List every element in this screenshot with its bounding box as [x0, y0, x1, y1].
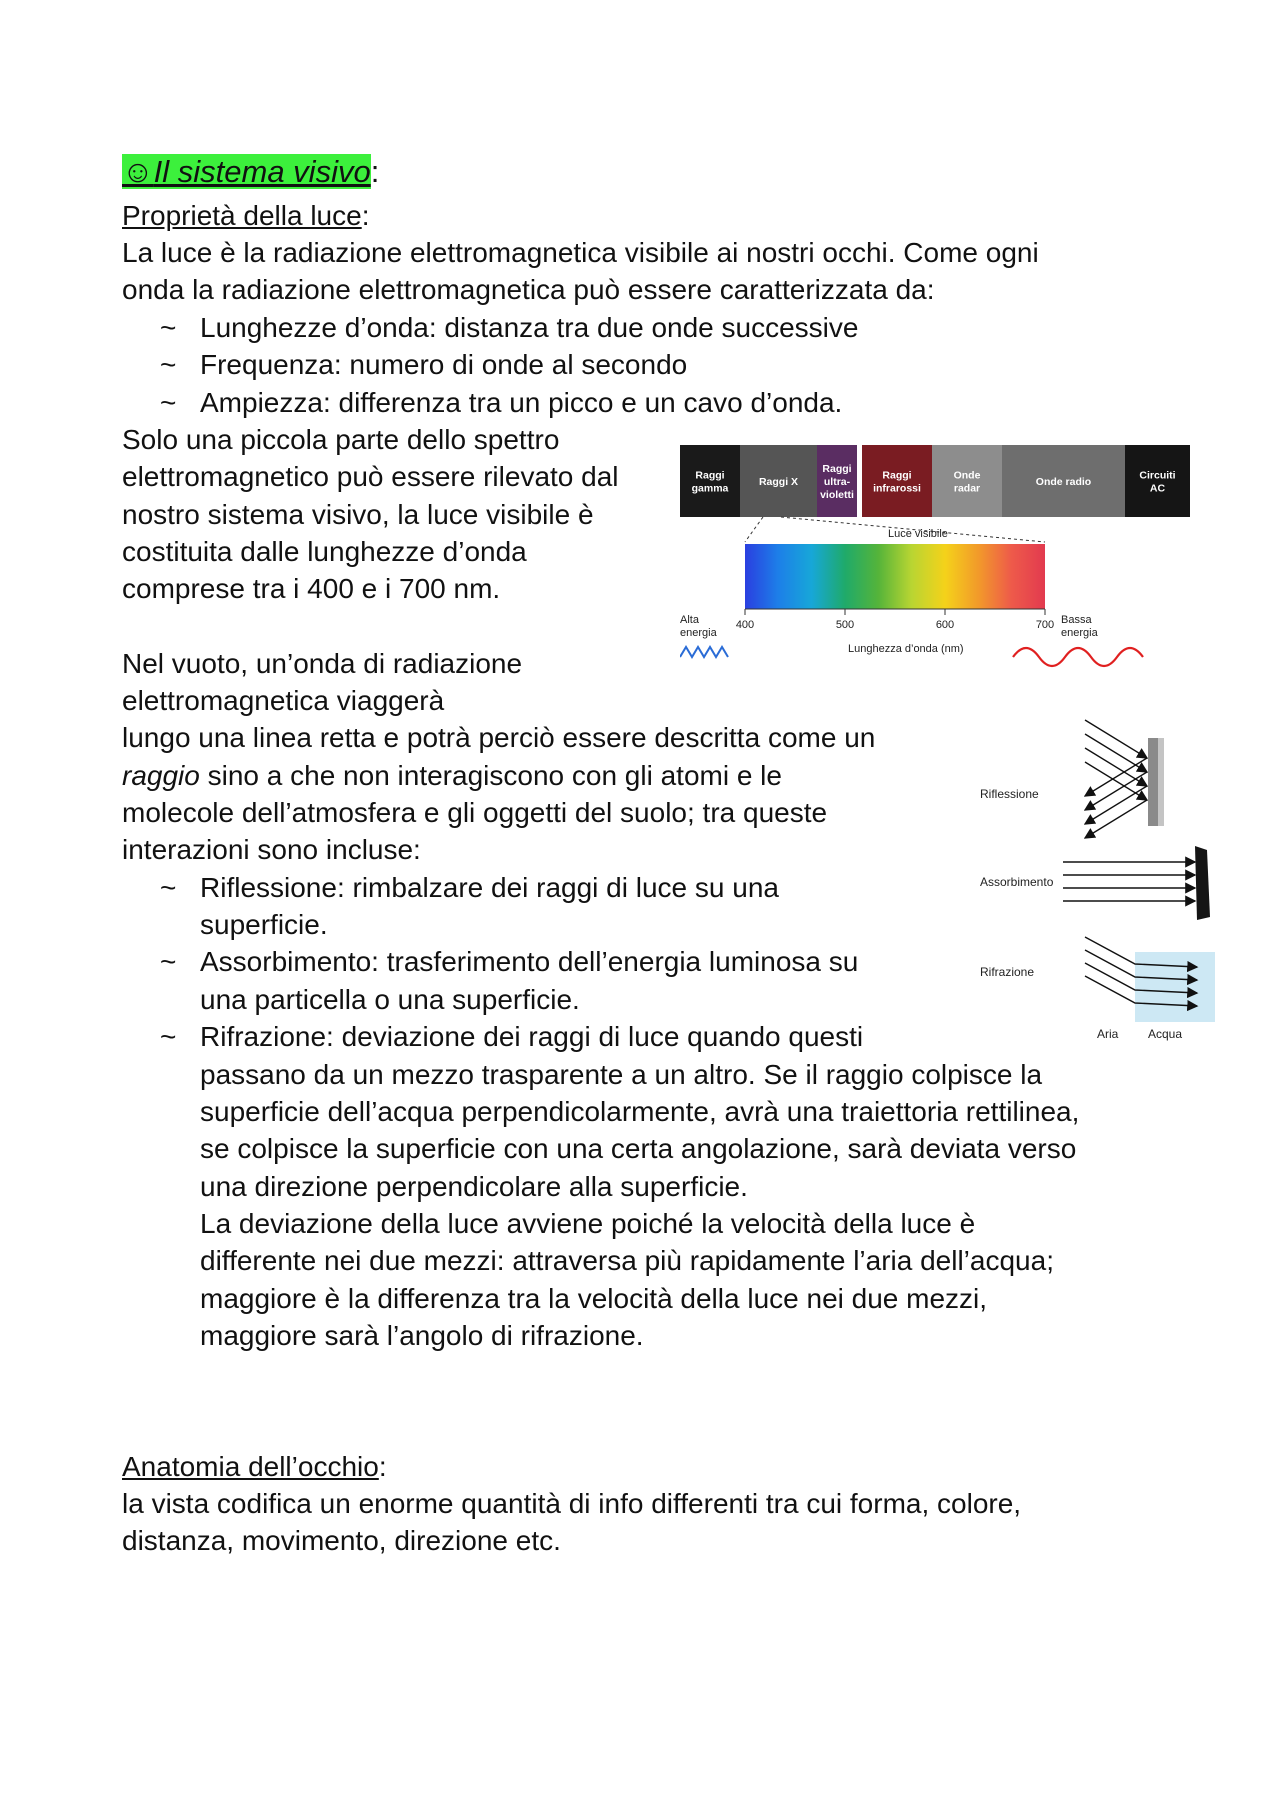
visible-light-label: Luce visibile — [888, 528, 948, 540]
paragraph-line: nostro sistema visivo, la luce visibile è — [122, 499, 594, 530]
absorption-label: Assorbimento — [980, 875, 1054, 889]
title-highlight — [122, 154, 371, 189]
spectrum-bands — [680, 445, 1190, 517]
list-item: Ampiezza: differenza tra un picco e un cavo d’onda. — [200, 387, 843, 418]
axis-tick-label: 500 — [835, 619, 855, 631]
section-colon: : — [378, 1451, 387, 1482]
paragraph-line: distanza, movimento, direzione etc. — [122, 1525, 561, 1556]
title-text: Il sistema visivo — [153, 154, 371, 189]
reflection-rays — [1085, 720, 1147, 838]
low-energy-label-1: Bassa — [1061, 614, 1092, 626]
paragraph-line: comprese tra i 400 e i 700 nm. — [122, 573, 501, 604]
spectrum-band-label: Circuiti — [1139, 469, 1176, 482]
axis-tick-label: 700 — [1035, 619, 1055, 631]
low-energy-label-2: energia — [1061, 627, 1098, 639]
list-item-continuation: una direzione perpendicolare alla superficie. — [200, 1171, 748, 1202]
spectrum-band-label: AC — [1149, 482, 1166, 495]
long-wave-icon — [1013, 648, 1143, 666]
list-item-continuation: La deviazione della luce avviene poiché la velocità della luce è — [200, 1208, 976, 1239]
tilde-bullet: ~ — [160, 312, 177, 343]
short-wave-icon — [680, 647, 728, 657]
paragraph-line: costituita dalle lunghezze d’onda — [122, 536, 527, 567]
paragraph-line: molecole dell’atmosfera e gli oggetti del suolo; tra queste — [122, 797, 828, 828]
paragraph-line: lungo una linea retta e potrà perciò essere descritta come un — [122, 722, 876, 753]
list-item-continuation: passano da un mezzo trasparente a un altro. Se il raggio colpisce la — [200, 1059, 1043, 1090]
list-item-continuation: maggiore sarà l’angolo di rifrazione. — [200, 1320, 644, 1351]
zoom-line-left — [745, 517, 763, 542]
spectrum-band-label: Raggi — [695, 469, 725, 482]
paragraph-line: La luce è la radiazione elettromagnetica visibile ai nostri occhi. Come ogni — [122, 237, 1039, 268]
spectrum-band — [857, 445, 862, 517]
spectrum-band-label: Raggi — [822, 463, 852, 475]
section-title: Anatomia dell’occhio — [122, 1451, 379, 1482]
spectrum-band-label: gamma — [691, 482, 729, 495]
paragraph-line: elettromagnetico può essere rilevato dal — [122, 461, 619, 492]
paragraph-line: interazioni sono incluse: — [122, 834, 421, 865]
list-item-continuation: superficie dell’acqua perpendicolarmente, avrà una traiettoria rettilinea, — [200, 1096, 1080, 1127]
tilde-bullet: ~ — [160, 946, 177, 977]
wavelength-ticks — [736, 609, 1054, 631]
list-item: Frequenza: numero di onde al secondo — [200, 349, 688, 380]
section-heading-light — [122, 197, 369, 235]
list-item: Assorbimento: trasferimento dell’energia luminosa su — [200, 946, 859, 977]
tilde-bullet: ~ — [160, 1021, 177, 1052]
wavelength-axis-label: Lunghezza d’onda (nm) — [848, 643, 964, 655]
spectrum-band-label: violetti — [820, 489, 854, 501]
list-item-continuation: una particella o una superficie. — [200, 984, 580, 1015]
electromagnetic-spectrum-figure — [680, 420, 1210, 670]
spectrum-band-label: infrarossi — [873, 482, 921, 495]
high-energy-label-1: Alta — [680, 614, 699, 626]
reflection-label: Riflessione — [980, 787, 1039, 801]
paragraph-line: onda la radiazione elettromagnetica può essere caratterizzata da: — [122, 274, 935, 305]
spectrum-band-label: Raggi — [882, 469, 912, 482]
paragraph-line: elettromagnetica viaggerà — [122, 685, 445, 716]
list-item: Rifrazione: deviazione dei raggi di luce quando questi — [200, 1021, 864, 1052]
axis-tick-label: 400 — [735, 619, 755, 631]
spectrum-band-label: Onde — [953, 469, 981, 482]
tilde-bullet: ~ — [160, 872, 177, 903]
water-medium — [1135, 952, 1215, 1022]
tilde-bullet: ~ — [160, 349, 177, 380]
light-interactions-figure — [975, 712, 1215, 1042]
spectrum-band-label: Onde radio — [1035, 476, 1092, 488]
smiley-icon: ☺ — [122, 154, 154, 189]
absorption-rays — [1063, 862, 1195, 901]
line-rest: sino a che non interagiscono con gli atomi e le — [199, 760, 782, 791]
mirror-surface — [1148, 738, 1158, 826]
air-label: Aria — [1097, 1027, 1119, 1041]
page-title — [122, 152, 379, 192]
paragraph-line: Solo una piccola parte dello spettro — [122, 424, 560, 455]
paragraph-line: la vista codifica un enorme quantità di info differenti tra cui forma, colore, — [122, 1488, 1022, 1519]
list-item-continuation: superficie. — [200, 909, 328, 940]
paragraph-line — [122, 757, 782, 795]
title-colon: : — [370, 154, 380, 189]
mirror-edge — [1158, 738, 1164, 826]
absorbing-surface — [1195, 846, 1210, 920]
list-item-continuation: maggiore è la differenza tra la velocità della luce nei due mezzi, — [200, 1283, 988, 1314]
axis-tick-label: 600 — [935, 619, 955, 631]
section-heading-eye — [122, 1448, 387, 1486]
spectrum-band-label: ultra- — [823, 476, 851, 488]
visible-light-bar — [745, 544, 1045, 609]
list-item-continuation: se colpisce la superficie con una certa angolazione, sarà deviata verso — [200, 1133, 1077, 1164]
list-item: Riflessione: rimbalzare dei raggi di luce su una — [200, 872, 779, 903]
tilde-bullet: ~ — [160, 387, 177, 418]
list-item-continuation: differente nei due mezzi: attraversa più rapidamente l’aria dell’acqua; — [200, 1245, 1054, 1276]
section-colon: : — [361, 200, 370, 231]
section-title: Proprietà della luce — [122, 200, 362, 231]
spectrum-band-label: Raggi X — [758, 476, 799, 488]
refraction-label: Rifrazione — [980, 965, 1035, 979]
spectrum-band-label: radar — [953, 482, 981, 495]
italic-word: raggio — [122, 760, 200, 791]
water-label: Acqua — [1148, 1027, 1183, 1041]
list-item: Lunghezze d’onda: distanza tra due onde successive — [200, 312, 859, 343]
paragraph-line: Nel vuoto, un’onda di radiazione — [122, 648, 523, 679]
high-energy-label-2: energia — [680, 627, 717, 639]
